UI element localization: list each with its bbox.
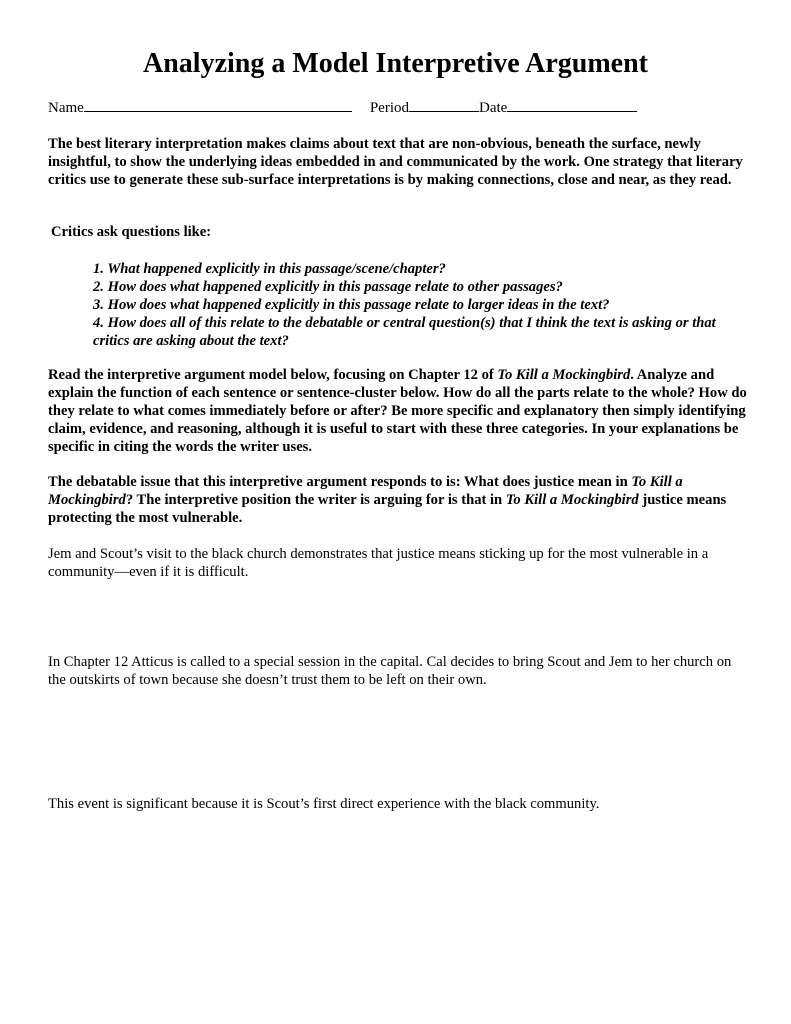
name-label: Name [48,100,84,116]
period-blank [409,98,479,112]
debatable-text: The debatable issue that this interpretive argument responds to is: What does justice mean in [48,474,632,490]
critics-heading: Critics ask questions like: [51,224,212,240]
book-title: To Kill a Mockingbird [497,367,631,383]
book-title: To Kill a Mockingbird [505,492,639,508]
question-item: 3. How does what happened explicitly in this passage relate to larger ideas in the text? [93,297,610,313]
debatable-text: justice means protecting the most vulnerable. [48,492,727,526]
instructions-text: Read the interpretive argument model below, focusing on Chapter 12 of [48,367,498,383]
model-sentence-reasoning: This event is significant because it is Scout’s first direct experience with the black community. [48,796,600,812]
question-item: 4. How does all of this relate to the debatable or central question(s) that I think the text is asking or that critics are asking about the text? [93,315,716,349]
date-blank [507,98,637,112]
intro-paragraph: The best literary interpretation makes claims about text that are non-obvious, beneath the surface, newly insightful, to show the underlying ideas embedded in and communicated by the work. One strategy that literary critics use to generate these sub-surface interpretations is by making connections, close and near, as they read. [48,136,743,188]
page-title: Analyzing a Model Interpretive Argument [143,48,648,79]
instructions-text: . Analyze and explain the function of each sentence or sentence-cluster below. How do all the parts relate to the whole? How do they relate to what comes immediately before or after? Be more specific and explanatory then simply identifying claim, evidence, and reasoning, although it is useful to start with these three categories. In your explanations be specific in citing the words the writer uses. [48,367,747,455]
model-sentence-evidence: In Chapter 12 Atticus is called to a special session in the capital. Cal decides to bring Scout and Jem to her church on the outskirts of town because she doesn’t trust them to be left on their own. [48,654,732,688]
book-title: To Kill a Mockingbird [48,474,683,508]
name-blank [84,98,352,112]
instructions-paragraph [48,366,748,456]
model-sentence-claim: Jem and Scout’s visit to the black church demonstrates that justice means sticking up for the most vulnerable in a community—even if it is difficult. [48,546,709,580]
student-info-line [48,98,637,117]
date-label: Date [479,100,508,116]
question-item: 1. What happened explicitly in this passage/scene/chapter? [93,261,446,277]
debatable-text: ? The interpretive position the writer is arguing for is that in [125,492,506,508]
debatable-issue-paragraph [48,473,748,527]
period-label: Period [369,100,409,116]
question-item: 2. How does what happened explicitly in this passage relate to other passages? [93,279,563,295]
question-list [93,260,753,350]
